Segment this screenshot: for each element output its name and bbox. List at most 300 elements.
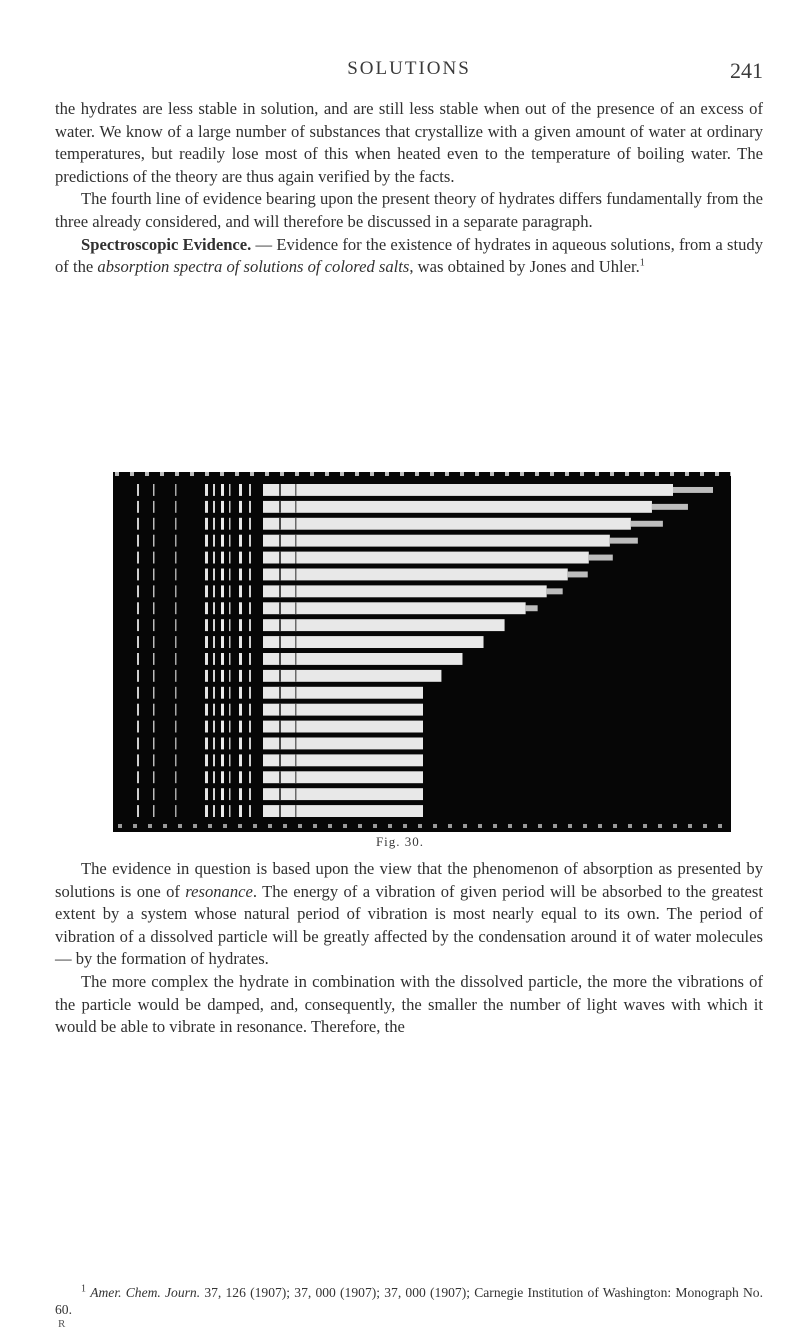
scale-tick bbox=[310, 472, 314, 476]
absorption-line bbox=[279, 721, 281, 733]
spectral-line bbox=[137, 484, 139, 496]
paragraph-resonance bbox=[55, 858, 763, 971]
spectral-line bbox=[221, 670, 224, 682]
scale-tick bbox=[418, 824, 422, 828]
spectral-line bbox=[229, 653, 231, 665]
paragraph-fourth-line: The fourth line of evidence bearing upon the present theory of hydrates differs fundamentally from the three already considered, and will therefore be discussed in a separate paragraph. bbox=[55, 189, 763, 231]
spectral-line bbox=[239, 501, 242, 513]
spectral-line bbox=[239, 569, 242, 581]
scale-tick bbox=[493, 824, 497, 828]
scale-tick bbox=[715, 472, 719, 476]
spectral-line bbox=[213, 771, 215, 783]
spectral-line bbox=[153, 704, 155, 716]
absorption-spectra-figure bbox=[113, 472, 731, 832]
scale-tick bbox=[130, 472, 134, 476]
spectral-line bbox=[239, 687, 242, 699]
scale-tick bbox=[433, 824, 437, 828]
absorption-line bbox=[279, 771, 281, 783]
spectral-line bbox=[239, 653, 242, 665]
spectral-line bbox=[249, 484, 251, 496]
spectral-line bbox=[205, 754, 208, 766]
spectral-line bbox=[239, 754, 242, 766]
spectral-line bbox=[137, 771, 139, 783]
band-taper bbox=[568, 571, 588, 577]
transmission-band bbox=[263, 754, 423, 766]
spectral-line bbox=[221, 585, 224, 597]
absorption-line bbox=[295, 704, 297, 716]
spectral-line bbox=[175, 535, 177, 547]
scale-tick bbox=[160, 472, 164, 476]
spectral-line bbox=[221, 653, 224, 665]
absorption-line bbox=[279, 535, 281, 547]
scale-tick bbox=[550, 472, 554, 476]
spectral-line bbox=[249, 721, 251, 733]
spectral-line bbox=[229, 535, 231, 547]
spectral-line bbox=[175, 721, 177, 733]
spectral-line bbox=[239, 602, 242, 614]
spectral-line bbox=[229, 687, 231, 699]
spectral-line bbox=[249, 738, 251, 750]
transmission-band bbox=[263, 738, 423, 750]
spectral-line bbox=[137, 569, 139, 581]
band-taper bbox=[610, 538, 638, 544]
absorption-line bbox=[279, 552, 281, 564]
scale-tick bbox=[538, 824, 542, 828]
spectral-line bbox=[153, 518, 155, 530]
band-taper bbox=[673, 487, 713, 493]
band-taper bbox=[652, 504, 688, 510]
spectral-line bbox=[249, 670, 251, 682]
scale-tick bbox=[358, 824, 362, 828]
scale-tick bbox=[460, 472, 464, 476]
scale-tick bbox=[523, 824, 527, 828]
spectral-line bbox=[205, 501, 208, 513]
scale-tick bbox=[625, 472, 629, 476]
footnote-mark: 1 bbox=[81, 1283, 86, 1295]
spectral-line bbox=[213, 738, 215, 750]
spectral-line bbox=[229, 754, 231, 766]
spectral-line bbox=[175, 670, 177, 682]
spectral-line bbox=[153, 771, 155, 783]
spectral-line bbox=[175, 484, 177, 496]
scale-tick bbox=[283, 824, 287, 828]
spectral-line bbox=[175, 738, 177, 750]
spectral-line bbox=[249, 501, 251, 513]
absorption-line bbox=[279, 653, 281, 665]
absorption-line bbox=[295, 636, 297, 648]
spectral-line bbox=[249, 788, 251, 800]
spectral-line bbox=[221, 619, 224, 631]
spectral-line bbox=[221, 569, 224, 581]
scale-tick bbox=[253, 824, 257, 828]
scale-tick bbox=[298, 824, 302, 828]
spectral-line bbox=[221, 771, 224, 783]
spectral-line bbox=[137, 552, 139, 564]
absorption-line bbox=[295, 771, 297, 783]
spectral-line bbox=[213, 602, 215, 614]
spectral-line bbox=[137, 738, 139, 750]
scale-tick bbox=[580, 472, 584, 476]
scale-tick bbox=[565, 472, 569, 476]
scale-tick bbox=[178, 824, 182, 828]
spectral-line bbox=[221, 754, 224, 766]
scale-tick bbox=[628, 824, 632, 828]
absorption-line bbox=[279, 670, 281, 682]
absorption-line bbox=[279, 805, 281, 817]
absorption-line bbox=[279, 484, 281, 496]
spectral-line bbox=[153, 552, 155, 564]
scale-tick bbox=[658, 824, 662, 828]
spectral-line bbox=[137, 619, 139, 631]
spectral-line bbox=[137, 670, 139, 682]
spectral-line bbox=[221, 704, 224, 716]
transmission-band bbox=[263, 704, 423, 716]
spectral-line bbox=[205, 636, 208, 648]
scale-tick bbox=[640, 472, 644, 476]
spectral-line bbox=[205, 721, 208, 733]
footnote-reference: 1 bbox=[639, 257, 645, 269]
spectral-line bbox=[239, 788, 242, 800]
transmission-band bbox=[263, 552, 589, 564]
spectral-line bbox=[175, 619, 177, 631]
spectral-line bbox=[221, 501, 224, 513]
scale-tick bbox=[445, 472, 449, 476]
spectral-line bbox=[175, 602, 177, 614]
transmission-band bbox=[263, 501, 652, 513]
spectral-line bbox=[239, 619, 242, 631]
spectral-line bbox=[249, 585, 251, 597]
spectral-line bbox=[213, 805, 215, 817]
spectral-line bbox=[239, 535, 242, 547]
spectral-line bbox=[213, 788, 215, 800]
footnote-body: 37, 126 (1907); 37, 000 (1907); 37, 000 (1907); Carnegie Institution of Washington: Monograph No. 60. bbox=[55, 1285, 763, 1317]
spectral-line bbox=[175, 788, 177, 800]
spectral-line bbox=[239, 704, 242, 716]
spectral-line bbox=[249, 569, 251, 581]
footnote-text bbox=[55, 1284, 763, 1318]
spectral-line bbox=[249, 805, 251, 817]
spectral-line bbox=[175, 653, 177, 665]
spectral-line bbox=[213, 518, 215, 530]
spectral-line bbox=[205, 518, 208, 530]
spectral-line bbox=[229, 552, 231, 564]
absorption-line bbox=[279, 501, 281, 513]
spectral-line bbox=[229, 738, 231, 750]
spectral-line bbox=[153, 619, 155, 631]
transmission-band bbox=[263, 687, 423, 699]
spectral-line bbox=[229, 636, 231, 648]
spectral-line bbox=[239, 518, 242, 530]
spectral-line bbox=[175, 501, 177, 513]
scale-tick bbox=[328, 824, 332, 828]
scale-tick bbox=[268, 824, 272, 828]
spectral-line bbox=[249, 518, 251, 530]
absorption-line bbox=[295, 484, 297, 496]
scale-tick bbox=[148, 824, 152, 828]
spectral-line bbox=[213, 653, 215, 665]
figure-caption: Fig. 30. bbox=[375, 834, 425, 849]
spectral-line bbox=[229, 805, 231, 817]
spectral-line bbox=[153, 535, 155, 547]
spectral-line bbox=[239, 484, 242, 496]
spectral-line bbox=[213, 552, 215, 564]
absorption-line bbox=[279, 602, 281, 614]
scale-tick bbox=[553, 824, 557, 828]
spectral-line bbox=[229, 484, 231, 496]
absorption-line bbox=[295, 805, 297, 817]
spectral-line bbox=[221, 788, 224, 800]
scale-tick bbox=[703, 824, 707, 828]
spectral-line bbox=[205, 484, 208, 496]
signature-mark: R bbox=[58, 1318, 66, 1330]
paragraph-complex-hydrate: The more complex the hydrate in combination with the dissolved particle, the more the vibrations of the particle would be damped, and, consequently, the smaller the number of light waves with which it would be able to vibrate in resonance. Therefore, the bbox=[55, 971, 763, 1037]
spectral-line bbox=[137, 788, 139, 800]
spectral-line bbox=[239, 738, 242, 750]
scale-tick bbox=[163, 824, 167, 828]
scale-tick bbox=[193, 824, 197, 828]
spectral-line bbox=[213, 585, 215, 597]
spectral-line bbox=[205, 738, 208, 750]
spectral-line bbox=[221, 535, 224, 547]
italic-phrase: absorption spectra of solutions of colored salts bbox=[97, 257, 410, 277]
absorption-line bbox=[295, 552, 297, 564]
spectral-line bbox=[221, 805, 224, 817]
spectral-line bbox=[213, 636, 215, 648]
scale-tick bbox=[490, 472, 494, 476]
spectral-line bbox=[153, 501, 155, 513]
spectral-line bbox=[221, 687, 224, 699]
spectral-line bbox=[153, 738, 155, 750]
scale-tick bbox=[730, 472, 731, 476]
spectral-line bbox=[229, 619, 231, 631]
spectral-line bbox=[213, 484, 215, 496]
scale-tick bbox=[403, 824, 407, 828]
scale-tick bbox=[118, 824, 122, 828]
spectral-line bbox=[153, 788, 155, 800]
absorption-line bbox=[295, 602, 297, 614]
scale-tick bbox=[238, 824, 242, 828]
spectral-line bbox=[249, 619, 251, 631]
transmission-band bbox=[263, 653, 462, 665]
body-text-bottom bbox=[55, 858, 763, 1039]
scale-tick bbox=[190, 472, 194, 476]
spectral-line bbox=[249, 771, 251, 783]
scale-tick bbox=[583, 824, 587, 828]
spectral-line bbox=[153, 585, 155, 597]
spectral-line bbox=[153, 805, 155, 817]
spectral-line bbox=[175, 754, 177, 766]
transmission-band bbox=[263, 788, 423, 800]
spectral-line bbox=[213, 569, 215, 581]
scale-tick bbox=[145, 472, 149, 476]
spectral-line bbox=[249, 653, 251, 665]
spectral-line bbox=[229, 670, 231, 682]
scale-tick bbox=[718, 824, 722, 828]
paragraph-text: . The energy of a vibration of given period will be absorbed to the greatest extent by a system whose natural period of vibration is most nearly equal to its own. The period of vibration of a dissolved particle will be greatly affected by the condensation around it of water molecules — by the formation of hydrates. bbox=[55, 881, 763, 969]
spectral-line bbox=[153, 721, 155, 733]
spectral-line bbox=[229, 704, 231, 716]
page-number: 241 bbox=[730, 58, 763, 83]
spectral-line bbox=[249, 704, 251, 716]
spectral-line bbox=[175, 771, 177, 783]
transmission-band bbox=[263, 535, 610, 547]
spectral-line bbox=[213, 670, 215, 682]
italic-word: resonance bbox=[185, 881, 253, 901]
scale-tick bbox=[670, 472, 674, 476]
scale-tick bbox=[235, 472, 239, 476]
spectral-line bbox=[239, 585, 242, 597]
transmission-band bbox=[263, 569, 568, 581]
transmission-band bbox=[263, 518, 631, 530]
spectral-line bbox=[213, 501, 215, 513]
transmission-band bbox=[263, 805, 423, 817]
spectral-line bbox=[221, 721, 224, 733]
absorption-line bbox=[279, 636, 281, 648]
spectral-line bbox=[153, 569, 155, 581]
absorption-line bbox=[279, 687, 281, 699]
spectral-line bbox=[221, 484, 224, 496]
spectral-line bbox=[153, 653, 155, 665]
scale-tick bbox=[673, 824, 677, 828]
spectral-line bbox=[205, 771, 208, 783]
journal-title: Amer. Chem. Journ. bbox=[90, 1285, 201, 1300]
absorption-line bbox=[279, 569, 281, 581]
spectral-line bbox=[249, 636, 251, 648]
spectral-line bbox=[175, 636, 177, 648]
absorption-line bbox=[279, 518, 281, 530]
spectral-line bbox=[229, 569, 231, 581]
paragraph-spectroscopic bbox=[55, 234, 763, 279]
spectra-plate bbox=[113, 472, 731, 832]
transmission-band bbox=[263, 602, 526, 614]
spectral-line bbox=[205, 687, 208, 699]
spectral-line bbox=[221, 518, 224, 530]
spectral-line bbox=[221, 738, 224, 750]
spectral-line bbox=[205, 602, 208, 614]
spectral-line bbox=[205, 552, 208, 564]
absorption-line bbox=[295, 653, 297, 665]
absorption-line bbox=[279, 585, 281, 597]
scale-tick bbox=[388, 824, 392, 828]
spectral-line bbox=[137, 704, 139, 716]
spectral-line bbox=[229, 788, 231, 800]
scale-tick bbox=[115, 472, 119, 476]
spectral-line bbox=[153, 636, 155, 648]
spectral-line bbox=[137, 721, 139, 733]
scale-tick bbox=[223, 824, 227, 828]
spectral-line bbox=[229, 721, 231, 733]
spectral-line bbox=[205, 619, 208, 631]
spectral-line bbox=[175, 687, 177, 699]
spectral-line bbox=[249, 687, 251, 699]
paragraph-text: , was obtained by Jones and Uhler. bbox=[409, 257, 640, 277]
absorption-line bbox=[279, 788, 281, 800]
spectral-line bbox=[205, 653, 208, 665]
scale-tick bbox=[265, 472, 269, 476]
band-taper bbox=[547, 588, 563, 594]
scale-tick bbox=[688, 824, 692, 828]
absorption-line bbox=[279, 619, 281, 631]
spectral-line bbox=[239, 771, 242, 783]
band-taper bbox=[631, 521, 663, 527]
spectral-line bbox=[213, 754, 215, 766]
spectral-line bbox=[239, 670, 242, 682]
spectral-line bbox=[137, 535, 139, 547]
scale-tick bbox=[700, 472, 704, 476]
spectral-line bbox=[137, 653, 139, 665]
scale-tick bbox=[343, 824, 347, 828]
spectral-line bbox=[221, 602, 224, 614]
absorption-line bbox=[295, 619, 297, 631]
scale-tick bbox=[220, 472, 224, 476]
spectral-line bbox=[205, 535, 208, 547]
spectral-line bbox=[137, 602, 139, 614]
scale-tick bbox=[175, 472, 179, 476]
spectral-line bbox=[239, 721, 242, 733]
scale-tick bbox=[520, 472, 524, 476]
transmission-band bbox=[263, 670, 441, 682]
scale-tick bbox=[385, 472, 389, 476]
paragraph-continued: the hydrates are less stable in solution, and are still less stable when out of the presence of an excess of water. We know of a large number of substances that crystallize with a given amount of water at ordinary temperatures, but readily lose most of this when heated even to the temperature of boiling water. The predictions of the theory are thus again verified by the facts. bbox=[55, 99, 763, 186]
paragraph-text: — Evidence for the existence of hydrates in aqueous solutions, from a study of the bbox=[55, 234, 763, 277]
spectral-line bbox=[137, 805, 139, 817]
band-taper bbox=[589, 555, 613, 561]
transmission-band bbox=[263, 585, 547, 597]
scale-tick bbox=[448, 824, 452, 828]
paragraph-text: The evidence in question is based upon the view that the phenomenon of absorption as presented by solutions is one of bbox=[55, 859, 763, 901]
transmission-band bbox=[263, 721, 423, 733]
spectral-line bbox=[249, 552, 251, 564]
section-lead: Spectroscopic Evidence. bbox=[81, 234, 252, 254]
spectral-line bbox=[221, 636, 224, 648]
scale-tick bbox=[685, 472, 689, 476]
scale-tick bbox=[598, 824, 602, 828]
body-text-top bbox=[55, 98, 763, 279]
scale-tick bbox=[205, 472, 209, 476]
scale-tick bbox=[295, 472, 299, 476]
page-header bbox=[55, 58, 763, 86]
spectral-line bbox=[249, 535, 251, 547]
spectral-line bbox=[137, 501, 139, 513]
band-taper bbox=[526, 605, 538, 611]
transmission-band bbox=[263, 484, 673, 496]
scale-tick bbox=[535, 472, 539, 476]
scale-tick bbox=[643, 824, 647, 828]
spectral-line bbox=[175, 585, 177, 597]
absorption-line bbox=[295, 788, 297, 800]
transmission-band bbox=[263, 771, 423, 783]
spectral-line bbox=[153, 602, 155, 614]
spectral-line bbox=[229, 771, 231, 783]
scale-tick bbox=[505, 472, 509, 476]
spectral-line bbox=[175, 805, 177, 817]
scale-tick bbox=[478, 824, 482, 828]
absorption-line bbox=[295, 518, 297, 530]
spectral-line bbox=[205, 585, 208, 597]
spectral-line bbox=[205, 569, 208, 581]
absorption-line bbox=[295, 585, 297, 597]
spectral-line bbox=[137, 518, 139, 530]
absorption-line bbox=[279, 754, 281, 766]
spectral-line bbox=[175, 704, 177, 716]
scale-tick bbox=[508, 824, 512, 828]
scale-tick bbox=[610, 472, 614, 476]
scale-tick bbox=[250, 472, 254, 476]
absorption-line bbox=[295, 754, 297, 766]
scale-tick bbox=[313, 824, 317, 828]
absorption-line bbox=[295, 501, 297, 513]
absorption-line bbox=[279, 704, 281, 716]
